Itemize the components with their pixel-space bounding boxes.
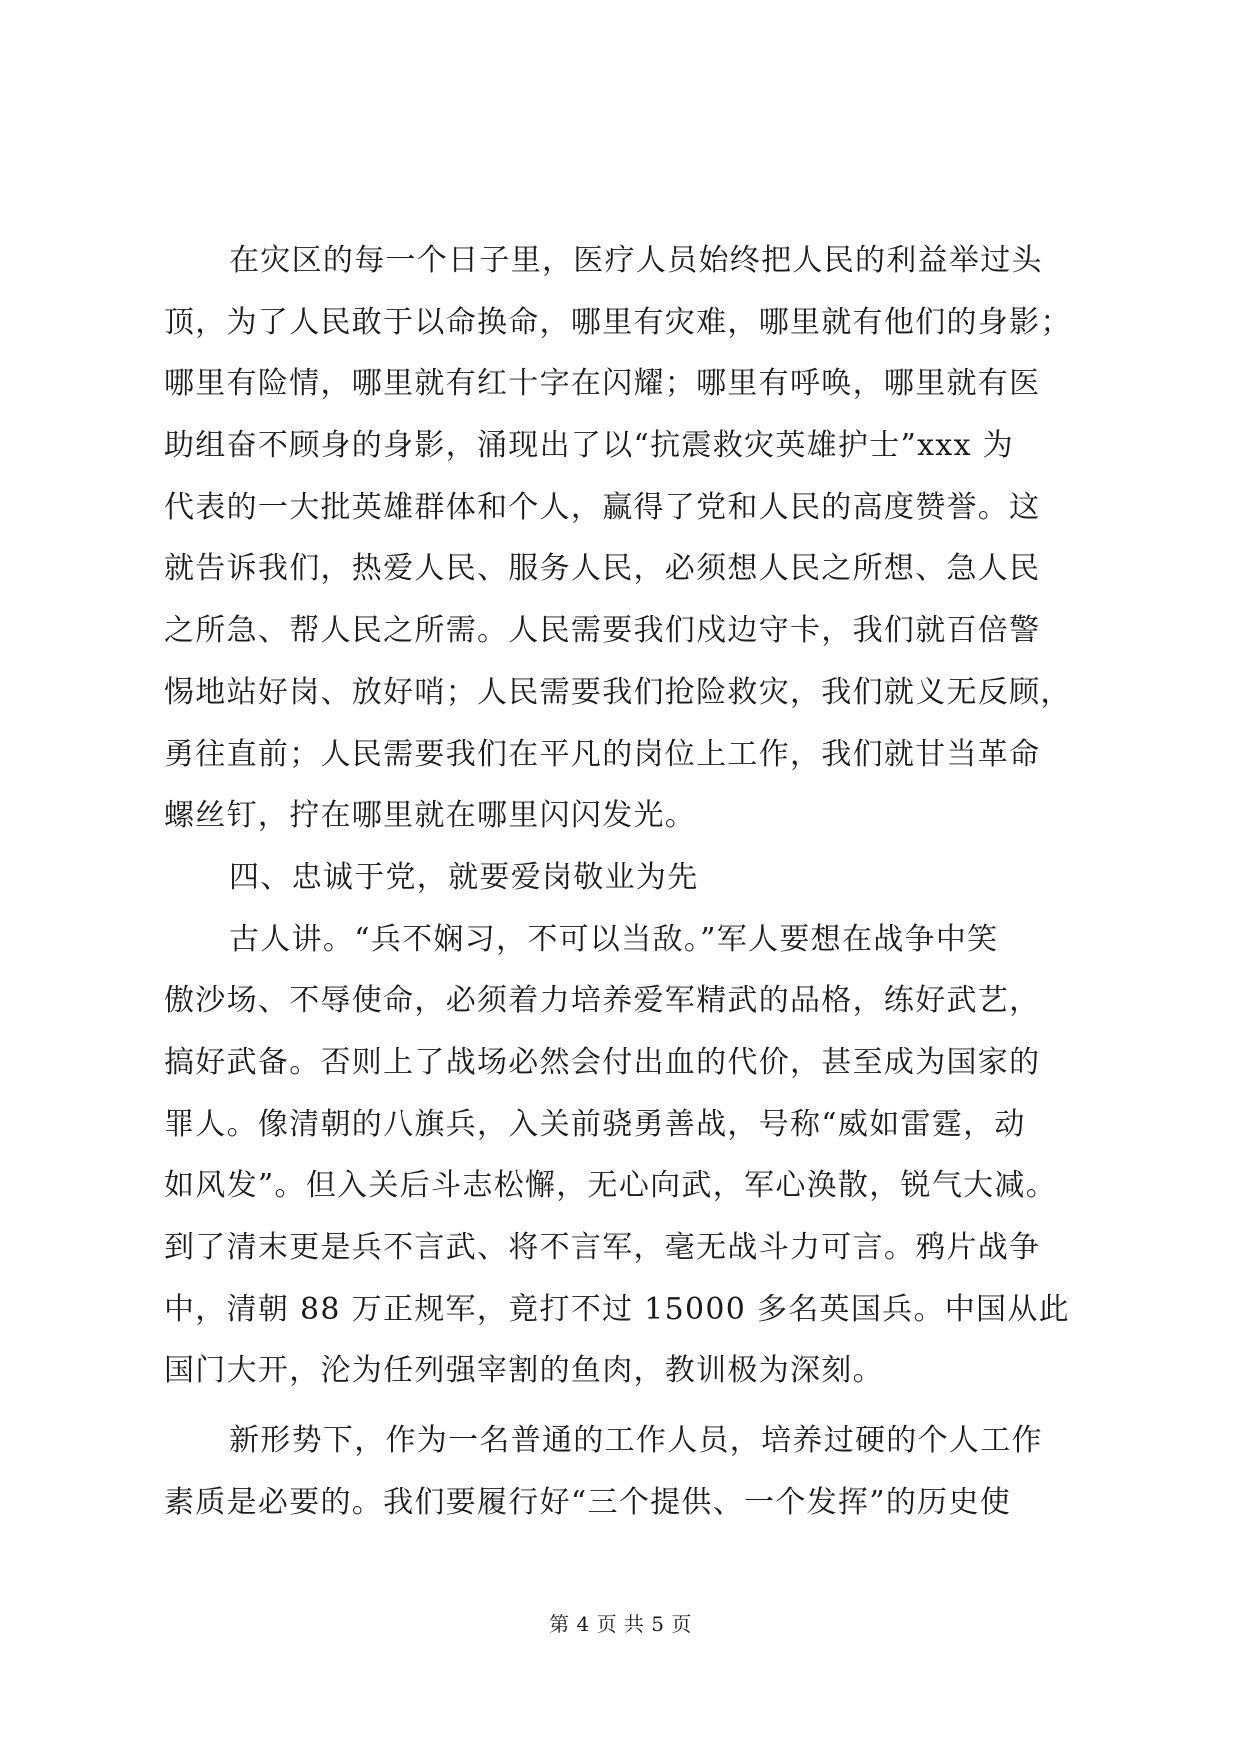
paragraph-line: 助组奋不顾身的身影，涌现出了以“抗震救灾英雄护士”xxx 为 xyxy=(164,428,1014,464)
paragraph-line: 古人讲。“兵不娴习，不可以当敌。”军人要想在战争中笑 xyxy=(229,921,999,957)
paragraph-line: 在灾区的每一个日子里，医疗人员始终把人民的利益举过头 xyxy=(229,243,1043,278)
paragraph-line: 罪人。像清朝的八旗兵，入关前骁勇善战，号称“威如雷霆，动 xyxy=(164,1106,1026,1142)
paragraph-line: 惕地站好岗、放好哨；人民需要我们抢险救灾，我们就义无反顾， xyxy=(164,674,1072,710)
paragraph-line: 傲沙场、不辱使命，必须着力培养爱军精武的品格，练好武艺， xyxy=(164,983,1041,1019)
paragraph-line: 代表的一大批英雄群体和个人，赢得了党和人民的高度赞誉。这 xyxy=(164,489,1041,525)
paragraph-line: 新形势下，作为一名普通的工作人员，培养过硬的个人工作 xyxy=(229,1423,1043,1459)
paragraph-line: 顶，为了人民敢于以命换命，哪里有灾难，哪里就有他们的身影； xyxy=(164,304,1072,340)
paragraph-line: 素质是必要的。我们要履行好“三个提供、一个发挥”的历史使 xyxy=(164,1484,1012,1520)
paragraph-line: 哪里有险情，哪里就有红十字在闪耀；哪里有呼唤，哪里就有医 xyxy=(164,366,1041,402)
paragraph-line: 之所急、帮人民之所需。人民需要我们戍边守卡，我们就百倍警 xyxy=(164,613,1041,649)
page-number-footer: 第 4 页 共 5 页 xyxy=(549,1612,692,1636)
paragraph-line: 搞好武备。否则上了战场必然会付出血的代价，甚至成为国家的 xyxy=(164,1044,1041,1080)
paragraph-line: 中，清朝 88 万正规军，竟打不过 15000 多名英国兵。中国从此 xyxy=(164,1291,1070,1327)
paragraph-line: 勇往直前；人民需要我们在平凡的岗位上工作，我们就甘当革命 xyxy=(164,736,1041,772)
paragraph-line: 国门大开，沦为任列强宰割的鱼肉，教训极为深刻。 xyxy=(164,1353,884,1389)
section-heading: 四、忠诚于党，就要爱岗敬业为先 xyxy=(229,859,699,895)
paragraph-line: 螺丝钉，拧在哪里就在哪里闪闪发光。 xyxy=(164,798,697,834)
paragraph-line: 如风发”。但入关后斗志松懈，无心向武，军心涣散，锐气大减。 xyxy=(164,1168,1058,1204)
paragraph-line: 到了清末更是兵不言武、将不言军，毫无战斗力可言。鸦片战争 xyxy=(164,1230,1041,1265)
paragraph-line: 就告诉我们，热爱人民、服务人民，必须想人民之所想、急人民 xyxy=(164,551,1041,587)
document-body xyxy=(164,230,1084,1533)
